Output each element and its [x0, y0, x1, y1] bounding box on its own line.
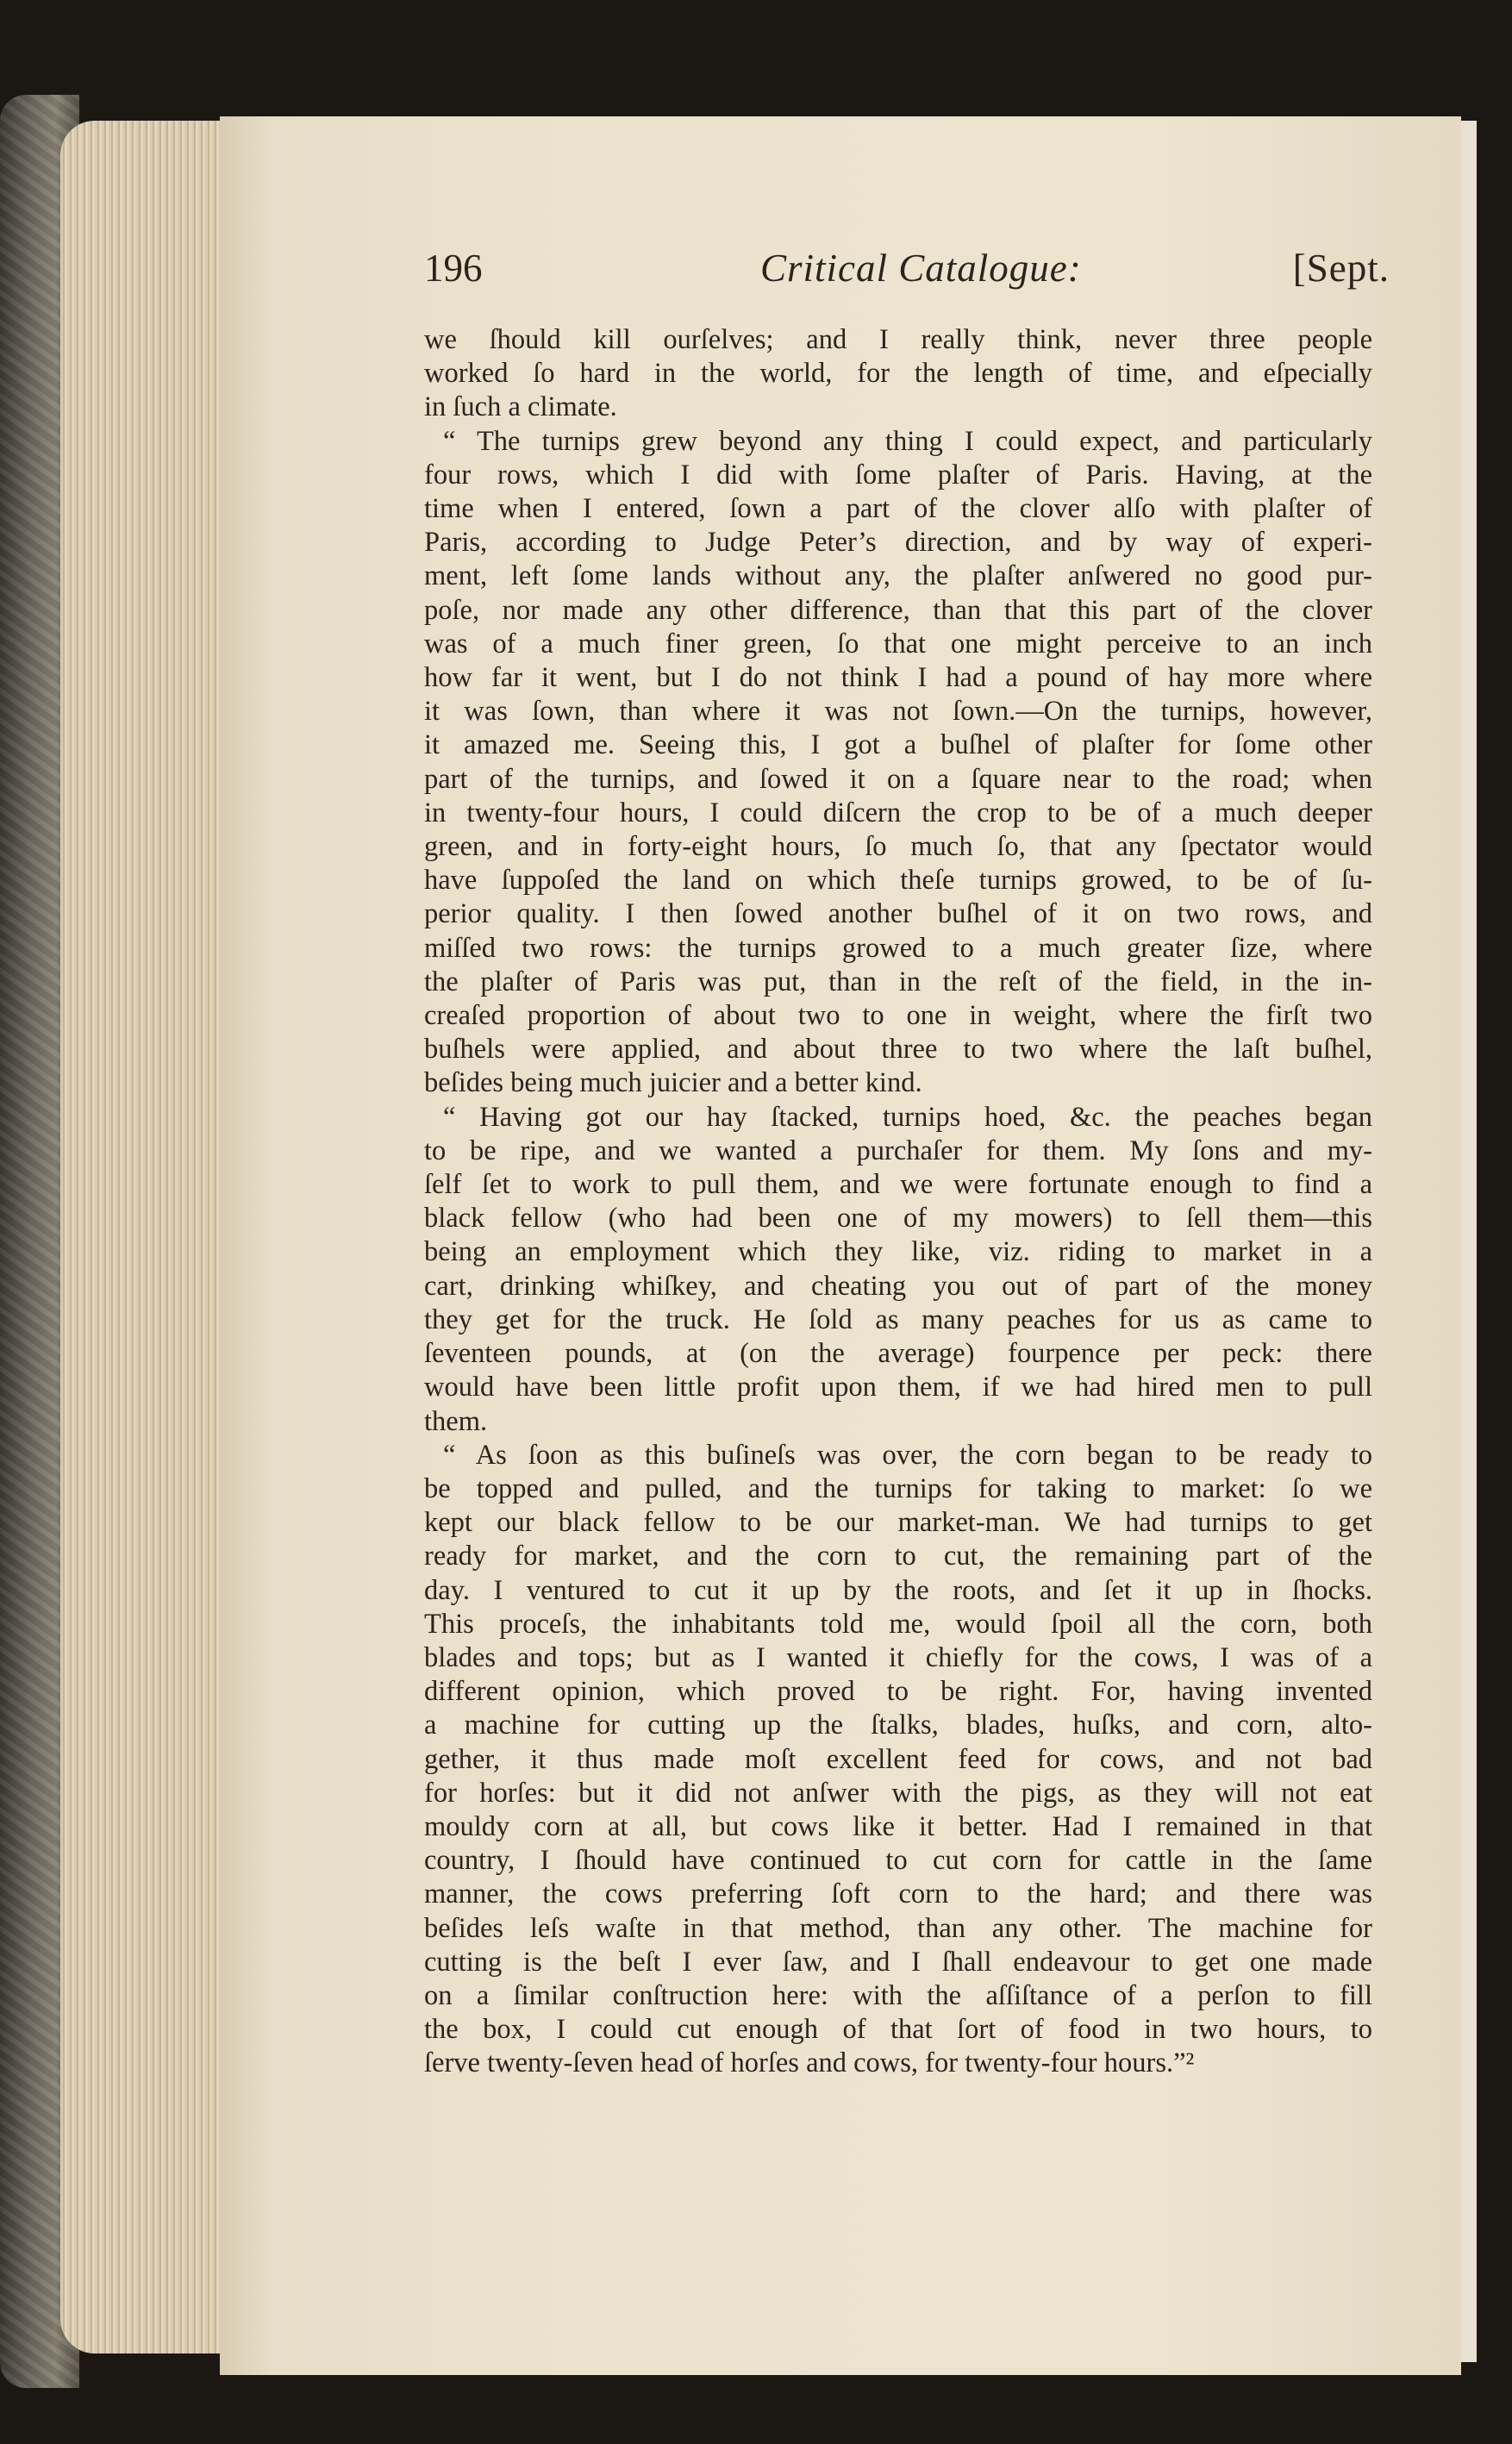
- text-line: them.: [424, 1405, 488, 1437]
- text-line: it was ſown, than where it was not ſown.—On the turnips, however,: [424, 696, 1372, 728]
- text-line: being an employment which they like, viz. riding to market in a: [424, 1236, 1372, 1268]
- text-line: buſhels were applied, and about three to two where the laſt buſhel,: [424, 1034, 1372, 1066]
- running-date: [Sept.: [1292, 247, 1390, 290]
- text-line: on a ſimilar conſtruction here: with the aſſiſtance of a perſon to fill: [424, 1979, 1372, 2011]
- text-line: manner, the cows preferring ſoft corn to the hard; and there was: [424, 1878, 1372, 1910]
- text-line: mouldy corn at all, but cows like it better. Had I remained in that: [424, 1810, 1372, 1842]
- text-line: a machine for cutting up the ſtalks, blades, huſks, and corn, alto-: [424, 1710, 1372, 1741]
- running-head: [424, 246, 1390, 306]
- text-line: “ The turnips grew beyond any thing I could expect, and particularly: [443, 425, 1372, 457]
- text-line: it amazed me. Seeing this, I got a buſhel of plaſter for ſome other: [424, 729, 1372, 761]
- text-line: cart, drinking whiſkey, and cheating you out of part of the money: [424, 1270, 1372, 1302]
- text-line: be topped and pulled, and the turnips for taking to market: ſo we: [424, 1472, 1372, 1504]
- paragraph: [424, 323, 1372, 425]
- paragraph: [424, 1101, 1372, 1439]
- body-text: [424, 323, 1372, 2081]
- text-line: ſelf ſet to work to pull them, and we were fortunate enough to find a: [424, 1169, 1372, 1201]
- text-line: they get for the truck. He ſold as many peaches for us as came to: [424, 1303, 1372, 1335]
- text-line: how far it went, but I do not think I had a pound of hay more where: [424, 662, 1372, 694]
- text-line: to be ripe, and we wanted a purchaſer for them. My ſons and my-: [424, 1134, 1372, 1166]
- text-line: “ As ſoon as this buſineſs was over, the corn began to be ready to: [443, 1439, 1372, 1471]
- text-line: ment, left ſome lands without any, the plaſter anſwered no good pur-: [424, 560, 1372, 592]
- text-line: the plaſter of Paris was put, than in the reſt of the field, in the in-: [424, 966, 1372, 997]
- text-line: perior quality. I then ſowed another buſhel of it on two rows, and: [424, 898, 1372, 930]
- text-line: creaſed proportion of about two to one in weight, where the firſt two: [424, 1000, 1372, 1032]
- text-line: Paris, according to Judge Peter’s direction, and by way of experi-: [424, 527, 1372, 559]
- text-line: miſſed two rows: the turnips growed to a much greater ſize, where: [424, 932, 1372, 964]
- text-line: different opinion, which proved to be right. For, having invented: [424, 1676, 1372, 1708]
- text-line: kept our black fellow to be our market-man. We had turnips to get: [424, 1507, 1372, 1539]
- text-line: beſides leſs waſte in that method, than any other. The machine for: [424, 1912, 1372, 1944]
- text-line: gether, it thus made moſt excellent feed for cows, and not bad: [424, 1743, 1372, 1775]
- text-line: ſeventeen pounds, at (on the average) fourpence per peck: there: [424, 1338, 1372, 1370]
- running-title: Critical Catalogue:: [760, 247, 1082, 290]
- text-line: This proceſs, the inhabitants told me, would ſpoil all the corn, both: [424, 1608, 1372, 1640]
- text-line: ready for market, and the corn to cut, the remaining part of the: [424, 1541, 1372, 1572]
- text-line: ſerve twenty-ſeven head of horſes and cows, for twenty-four hours.”²: [424, 2047, 1195, 2079]
- text-line: worked ſo hard in the world, for the length of time, and eſpecially: [424, 358, 1372, 390]
- paragraph: [424, 425, 1372, 1101]
- text-line: country, I ſhould have continued to cut corn for cattle in the ſame: [424, 1845, 1372, 1877]
- text-line: “ Having got our hay ſtacked, turnips hoed, &c. the peaches began: [443, 1101, 1372, 1133]
- text-line: in ſuch a climate.: [424, 391, 617, 423]
- text-line: blades and tops; but as I wanted it chiefly for the cows, I was of a: [424, 1641, 1372, 1673]
- text-line: four rows, which I did with ſome plaſter of Paris. Having, at the: [424, 459, 1372, 491]
- text-line: the box, I could cut enough of that ſort of food in two hours, to: [424, 2014, 1372, 2046]
- text-line: black fellow (who had been one of my mowers) to ſell them—this: [424, 1203, 1372, 1235]
- text-line: time when I entered, ſown a part of the clover alſo with plaſter of: [424, 493, 1372, 525]
- text-line: beſides being much juicier and a better kind.: [424, 1067, 922, 1099]
- text-line: day. I ventured to cut it up by the roots, and ſet it up in ſhocks.: [424, 1574, 1372, 1606]
- text-line: have ſuppoſed the land on which theſe turnips growed, to be of ſu-: [424, 865, 1372, 897]
- text-line: for horſes: but it did not anſwer with the pigs, as they will not eat: [424, 1777, 1372, 1809]
- text-line: poſe, nor made any other difference, than that this part of the clover: [424, 594, 1372, 626]
- text-line: part of the turnips, and ſowed it on a ſquare near to the road; when: [424, 763, 1372, 795]
- paragraph: [424, 1439, 1372, 2081]
- text-line: would have been little profit upon them, if we had hired men to pull: [424, 1372, 1372, 1403]
- text-line: in twenty-four hours, I could diſcern the crop to be of a much deeper: [424, 797, 1372, 828]
- page-edges: [60, 121, 224, 2353]
- page-right-edge: [1461, 121, 1477, 2362]
- page-number: 196: [424, 247, 483, 290]
- text-line: cutting is the beſt I ever ſaw, and I ſhall endeavour to get one made: [424, 1946, 1372, 1978]
- text-line: was of a much finer green, ſo that one might perceive to an inch: [424, 628, 1372, 659]
- text-line: we ſhould kill ourſelves; and I really think, never three people: [424, 324, 1372, 355]
- text-line: green, and in forty-eight hours, ſo much ſo, that any ſpectator would: [424, 831, 1372, 863]
